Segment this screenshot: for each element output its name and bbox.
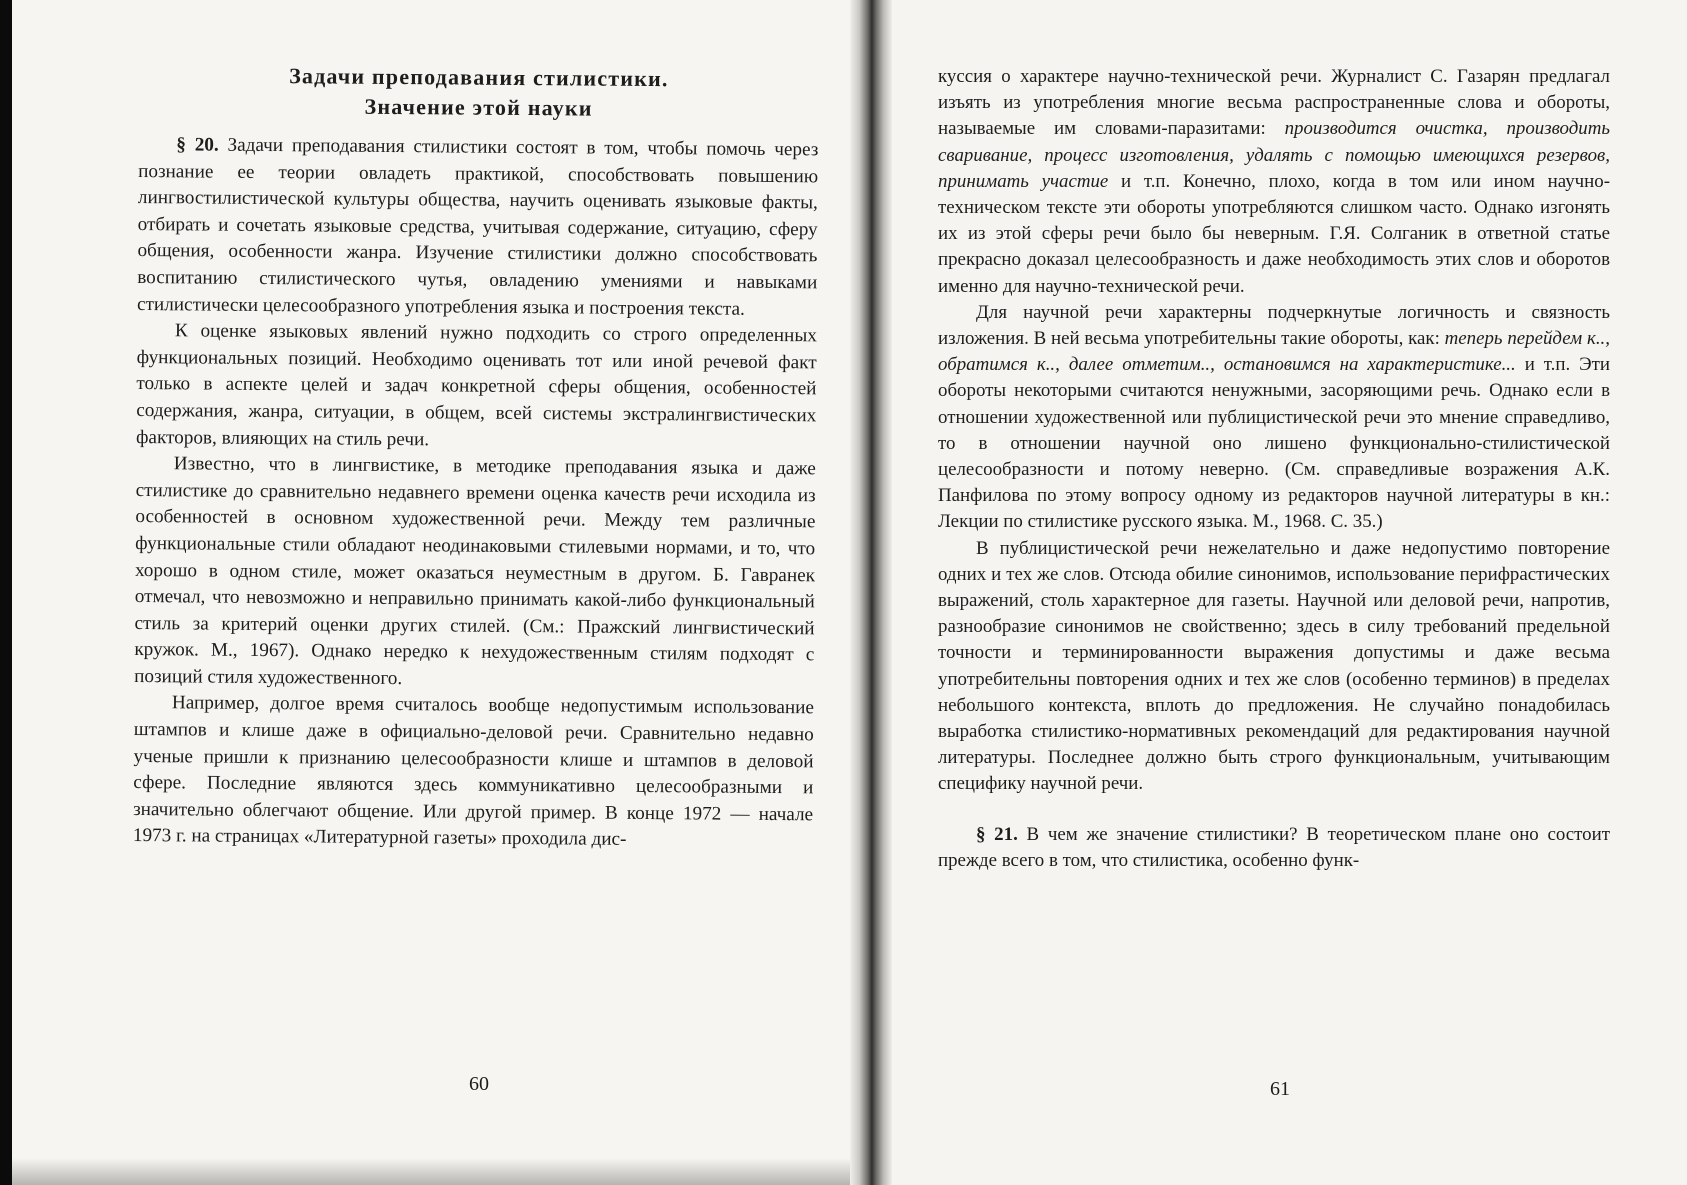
right-text-block <box>938 64 1610 874</box>
book-edge <box>0 0 12 1185</box>
heading-line-2: Значение этой науки <box>364 93 593 121</box>
text-run: и т.п. Эти обороты некоторыми считаются ненужными, засоряющими речь. Однако если в отношении художественной или публицистической речи это мнение справедливо, то в отношении научной оно лишено функционально-стилистической целесообразности и потому неверно. (См. справедливые возражения А.К. Панфилова по этому вопросу одному из редакторов научной литературы в кн.: Лекции по стилистике русского языка. М., 1968. С. 35.) <box>938 354 1610 533</box>
paragraph: В публицистической речи нежелательно и даже недопустимо повторение одних и тех же слов. Отсюда обилие синонимов, использование перифрастических выражений, столь характерное для газеты. Научной или деловой речи, напротив, разнообразие синонимов не свойственно; здесь в силу требований предельной точности и терминированности выражения допустимы и даже весьма употребительны повторения одних и тех же слов (особенно терминов) в пределах небольшого контекста, вплоть до предложения. Не случайно понадобилась выработка стилистико-нормативных рекомендаций для редактирования научной литературы. Последнее должно быть строго функциональным, учитывающим специфику научной речи. <box>938 537 1610 795</box>
paragraph-20 <box>137 132 818 323</box>
paragraph-text: В чем же значение стилистики? В теоретическом плане оно состоит прежде всего в том, что стилистика, особенно функ- <box>938 823 1610 871</box>
text-run: и т.п. Конечно, плохо, когда в том или ином научно-техническом тексте эти обороты употребляются слишком часто. Однако изгонять их из этой сферы речи было бы неверным. Г.Я. Солганик в ответной статье прекрасно доказал целесообразность и даже необходимость этих слов и оборотов именно для научно-технической речи. <box>938 170 1610 297</box>
paragraph: Например, долгое время считалось вообще недопустимым использование штампов и клише даже в официально-деловой речи. Сравнительно недавно ученые пришли к признанию целесообразности клише и штампов в деловой сфере. Последние являются здесь коммуникативно целесообразными и значительно облегчают общение. Или другой пример. В конце 1972 — начале 1973 г. на страницах «Литературной газеты» проходила дис- <box>132 692 815 851</box>
section-heading <box>139 60 819 125</box>
text-run: куссия о характере научно-технической речи. Журналист С. Газарян предлагал изъять из употребления многие весьма распространенные слова и обороты, называемые им словами-паразитами: <box>938 66 1610 140</box>
italic-examples: теперь перейдем к.., обратимся к.., далее отметим.., остановимся на характеристике... <box>938 328 1610 376</box>
paragraph <box>938 300 1610 536</box>
paragraph: Известно, что в лингвистике, в методике преподавания языка и даже стилистике до сравнительно недавнего времени оценка качеств речи исходила из особенностей в основном художественной речи. Между тем различные функциональные стили обладают неодинаковыми стилевыми нормами, и то, что хорошо в одном стиле, может оказаться неуместным в другом. Б. Гавранек отмечал, что невозможно и неправильно принимать какой-либо функциональный стиль за критерий оценки других стилей. (См.: Пражский лингвистический кружок. М., 1967). Однако нередко к нехудожественным стилям подходят с позиций стиля художественного. <box>134 453 816 689</box>
page-number: 61 <box>1270 1078 1290 1100</box>
paragraph: К оценке языковых явлений нужно подходить со строго определенных функциональных позиций. Необходимо оценивать тот или иной речевой факт только в аспекте целей и задач конкретной сферы общения, особенностей содержания, жанра, ситуации, в общем, всей системы экстралингвистических факторов, влияющих на стиль речи. <box>135 320 817 450</box>
heading-line-1: Задачи преподавания стилистики. <box>289 63 669 92</box>
right-page <box>880 0 1687 1185</box>
section-number: § 20. <box>176 134 219 156</box>
paragraph-21 <box>938 822 1610 874</box>
left-page <box>12 0 860 1185</box>
paragraph-text: Задачи преподавания стилистики состоят в том, чтобы помочь через познание ее теории овладеть практикой, способствовать повышению лингвостилистической культуры общества, научить оценивать языковые факты, отбирать и сочетать языковые средства, учитывая содержание, ситуацию, сферу общения, особенности жанра. Изучение стилистики должно способствовать воспитанию стилистического чутья, овладению умениями и навыками стилистически целесообразного употребления языка и построения текста. <box>137 134 819 320</box>
page-number: 60 <box>469 1073 489 1095</box>
paragraph-continued <box>938 64 1610 300</box>
italic-examples: производится очистка, производить сваривание, процесс изготовления, удалять с помощью имеющихся резервов, принимать участие <box>938 118 1610 192</box>
left-text-block <box>133 60 819 855</box>
book-spine <box>850 0 892 1185</box>
section-number: § 21. <box>976 823 1018 845</box>
text-run: Для научной речи характерны подчеркнутые логичность и связность изложения. В ней весьма употребительны такие обороты, как: <box>938 301 1610 350</box>
page-shadow <box>12 1158 860 1185</box>
